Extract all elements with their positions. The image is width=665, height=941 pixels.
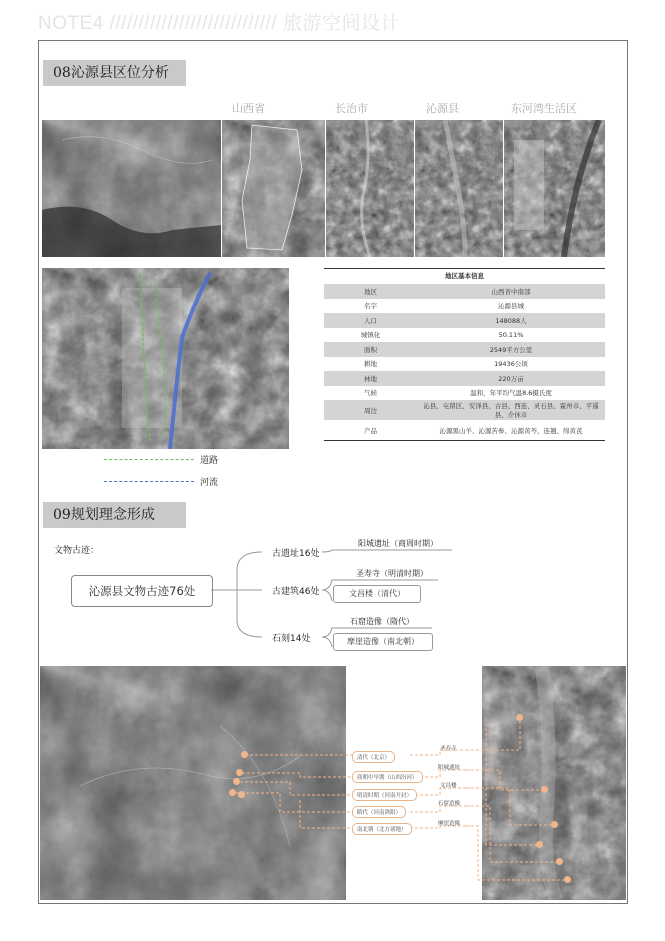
site-label-shengshou: 圣寿寺 bbox=[440, 746, 457, 752]
info-table-value: 温和，年平均气温8.6摄氏度 bbox=[417, 386, 605, 401]
era-marker-dot bbox=[238, 791, 245, 798]
item-cliff-statues: 摩崖造像（南北朝） bbox=[333, 633, 433, 651]
info-table-title: 地区基本信息 bbox=[445, 272, 484, 280]
era-marker-dot bbox=[236, 769, 243, 776]
info-table-key: 地区 bbox=[324, 284, 417, 299]
era-marker-dot bbox=[233, 778, 240, 785]
site-marker-dot bbox=[556, 858, 563, 865]
site-marker-dot bbox=[551, 821, 558, 828]
section-09-title: 09规划理念形成 bbox=[43, 502, 186, 528]
region-label-changzhi: 长治市 bbox=[335, 102, 368, 115]
legend-river-label: 河流 bbox=[200, 478, 219, 488]
info-table-key: 林地 bbox=[324, 371, 417, 386]
site-label-wenchang: 文昌楼 bbox=[440, 783, 457, 789]
era-label-mingqing: 明清时期（河南开封） bbox=[352, 789, 417, 801]
info-table-value: 50.11% bbox=[417, 328, 605, 343]
info-table-value: 2549平方公里 bbox=[417, 342, 605, 357]
region-label-donghewan: 东河湾生活区 bbox=[511, 102, 577, 115]
site-label-yangcheng: 阳城遗址 bbox=[438, 765, 461, 771]
era-label-qing: 清代（北京） bbox=[352, 751, 395, 763]
site-label-grotto: 石窟造像 bbox=[438, 801, 461, 807]
era-marker-dot bbox=[229, 789, 236, 796]
page-header-title: NOTE4 ///////////////////////////// 旅游空间设计 bbox=[38, 13, 400, 34]
region-label-qinyuan: 沁源县 bbox=[426, 102, 459, 115]
era-label-nanbei: 南北朝（北方诸地） bbox=[352, 823, 412, 835]
item-yangcheng-site: 阳城遗址（商周时期） bbox=[358, 539, 438, 548]
heritage-root-node: 沁源县文物古迹76处 bbox=[71, 575, 213, 607]
branch-ancient-buildings: 古建筑46处 bbox=[272, 587, 320, 597]
item-grotto-statues: 石窟造像（隋代） bbox=[350, 617, 414, 626]
region-label-shanxi: 山西省 bbox=[232, 102, 265, 115]
section-08-title: 08沁源县区位分析 bbox=[43, 60, 186, 86]
era-label-sui: 隋代（河南洛阳） bbox=[352, 806, 406, 818]
site-label-cliff: 摩崖造像 bbox=[438, 821, 461, 827]
info-table-value: 沁源黑山羊、沁源苦参、沁源黄芩、连翘、绵黄芪 bbox=[417, 420, 605, 440]
info-table-key: 周边 bbox=[324, 400, 417, 420]
site-marker-dot bbox=[564, 876, 571, 883]
item-wenchang-tower: 文昌楼（清代） bbox=[333, 585, 421, 603]
item-shengshou-temple: 圣寿寺（明清时期） bbox=[356, 569, 428, 578]
era-marker-dot bbox=[241, 751, 248, 758]
branch-stone-carvings: 石刻14处 bbox=[272, 634, 311, 644]
info-table-value: 沁源县城 bbox=[417, 299, 605, 314]
info-table-value: 19436公顷 bbox=[417, 357, 605, 372]
branch-ancient-sites: 古遗址16处 bbox=[272, 549, 320, 559]
heritage-subtitle: 文物古迹： bbox=[54, 546, 100, 556]
info-table-key: 产品 bbox=[324, 420, 417, 440]
info-table-key: 名字 bbox=[324, 299, 417, 314]
info-table-key: 城镇化 bbox=[324, 328, 417, 343]
legend-road-label: 道路 bbox=[200, 456, 219, 466]
site-marker-dot bbox=[516, 714, 523, 721]
site-marker-dot bbox=[541, 786, 548, 793]
info-table-value: 沁县、屯留区、安泽县、古县、西连、灵石县、霍州市、平遥县、介休市 bbox=[417, 400, 605, 420]
info-table-key: 面积 bbox=[324, 342, 417, 357]
info-table-value: 148088人 bbox=[417, 313, 605, 328]
era-label-shang: 商朝中早期（山西汾河） bbox=[352, 771, 423, 783]
info-table-key: 气候 bbox=[324, 386, 417, 401]
info-table-value: 山西省中南部 bbox=[417, 284, 605, 299]
info-table-value: 220万亩 bbox=[417, 371, 605, 386]
info-table-key: 人口 bbox=[324, 313, 417, 328]
info-table-key: 耕地 bbox=[324, 357, 417, 372]
site-marker-dot bbox=[536, 841, 543, 848]
